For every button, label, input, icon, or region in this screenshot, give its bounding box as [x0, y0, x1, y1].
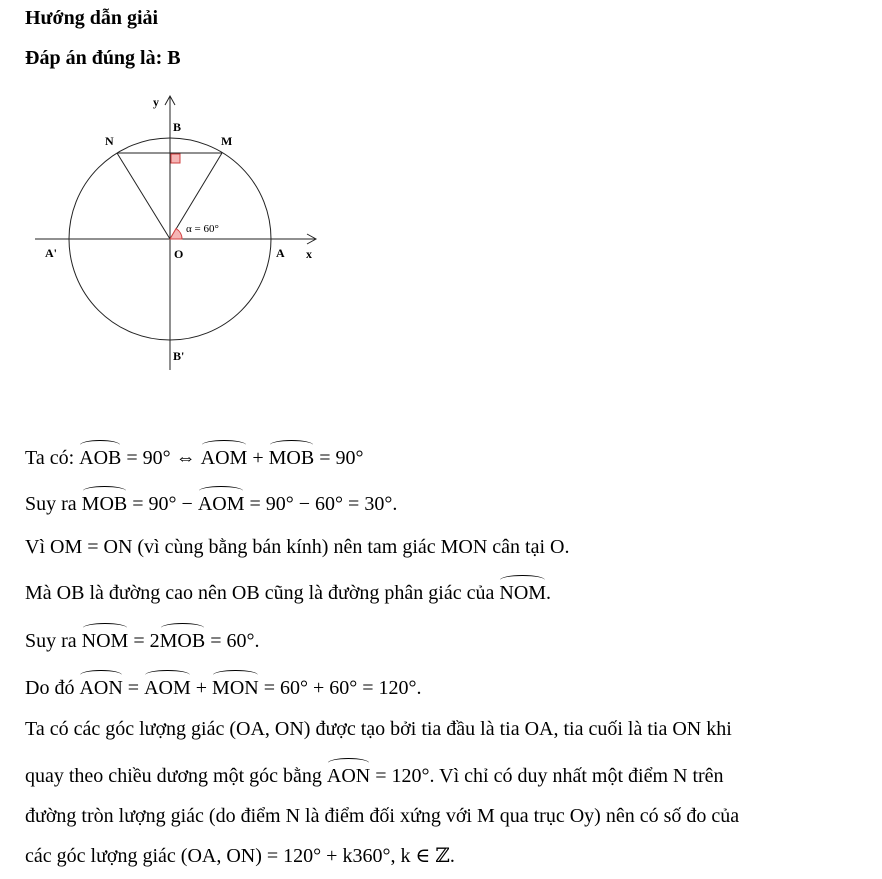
label-b-prime: B' [173, 349, 185, 363]
angle-mob: MOB [268, 447, 315, 469]
angle-alpha-mark [170, 229, 182, 239]
label-m: M [221, 134, 233, 148]
solution-line-7: Ta có các góc lượng giác (OA, ON) được tạo bởi tia đầu là tia OA, tia cuối là tia ON khi [25, 718, 732, 740]
angle-aom: AOM [200, 447, 248, 469]
segment-on [117, 153, 170, 239]
solution-heading: Hướng dẫn giải [25, 7, 159, 29]
angle-aob: AOB [79, 447, 122, 469]
solution-line-8: quay theo chiều dương một góc bằng AON = 120°. Vì chỉ có duy nhất một điểm N trên [25, 765, 724, 787]
solution-line-6: Do đó AON = AOM + MON = 60° + 60° = 120°. [25, 677, 422, 699]
label-y: y [153, 95, 159, 109]
solution-line-5: Suy ra NOM = 2MOB = 60°. [25, 630, 260, 652]
angle-mob: MOB [81, 493, 128, 515]
angle-aom: AOM [197, 493, 245, 515]
label-alpha: α = 60° [186, 223, 219, 235]
angle-mob: MOB [159, 630, 206, 652]
correct-answer: Đáp án đúng là: B [25, 47, 181, 69]
solution-line-10: các góc lượng giác (OA, ON) = 120° + k360°, k ∈ ℤ. [25, 845, 455, 867]
right-angle-mark [171, 154, 180, 163]
angle-aon: AON [326, 765, 371, 787]
label-b: B [173, 120, 182, 134]
label-o: O [174, 247, 184, 261]
label-n: N [105, 134, 114, 148]
solution-line-4: Mà OB là đường cao nên OB cũng là đường phân giác của NOM. [25, 582, 552, 604]
angle-aom: AOM [144, 677, 191, 699]
angle-aon: AON [79, 677, 123, 699]
label-a: A [276, 246, 285, 260]
angle-nom: NOM [81, 630, 129, 652]
solution-line-1: Ta có: AOB = 90° ⇔ AOM + MOB = 90° [25, 447, 364, 469]
solution-line-2: Suy ra MOB = 90° − AOM = 90° − 60° = 30°. [25, 493, 398, 515]
solution-line-9: đường tròn lượng giác (do điểm N là điểm đối xứng với M qua trục Oy) nên có số đo của [25, 805, 740, 827]
label-x: x [306, 247, 312, 261]
solution-line-3: Vì OM = ON (vì cùng bằng bán kính) nên tam giác MON cân tại O. [25, 536, 570, 558]
label-a-prime: A' [45, 246, 57, 260]
angle-nom: NOM [499, 582, 547, 604]
angle-mon: MON [212, 677, 259, 699]
